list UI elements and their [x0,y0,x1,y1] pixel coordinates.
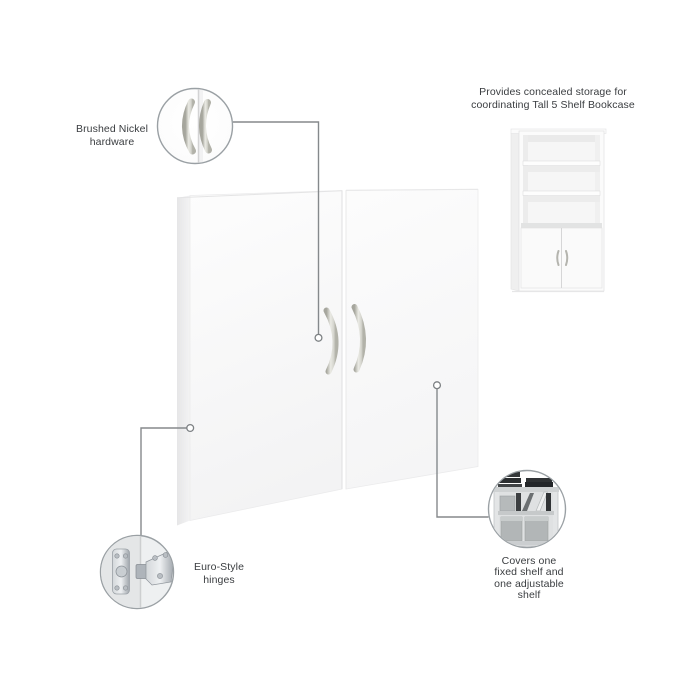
hardware-label-line: hardware [89,135,135,148]
bookcase-side-panel [511,131,519,291]
bookcase-illustration [511,129,606,292]
shelves-label-line: one adjustable [494,577,564,590]
upright-book [546,493,551,511]
hardware-leader-marker [315,334,322,341]
hinge-leader-marker [187,425,194,432]
shelves-label-line: fixed shelf and [494,566,564,579]
hinge-screw [123,586,127,590]
storage-bin-rim [525,517,548,521]
storage-bin-rim [501,517,522,521]
bookcase-fixed-shelf-top [521,223,602,228]
middle-shelf-board [498,511,554,515]
hinge-knuckle [136,565,147,579]
hinge-arm-screw [157,573,162,578]
shelves-leader-marker [434,382,441,389]
flat-book [526,478,552,482]
hinge-arm-screw [153,556,158,561]
left-door-edge [177,196,190,526]
storage-label-line: Provides concealed storage for [479,86,627,98]
hinge-cup [116,566,127,577]
storage-label [443,86,663,111]
shelf-shadow-2 [523,196,600,202]
hinge-screw [115,554,119,558]
interior-top-shade [523,135,600,142]
shelves-label [474,556,584,601]
shelf-shadow-1 [523,166,600,172]
hinges-label-line: hinges [203,573,235,586]
hardware-label-line: Brushed Nickel [75,123,148,135]
shelves-label-line: shelf [517,588,541,601]
hinges-label [169,561,269,586]
upright-book [516,493,521,511]
storage-label-line: coordinating Tall 5 Shelf Bookcase [471,98,635,111]
hinges-label-line: Euro-Style [193,561,245,573]
cabinet-door-pair [177,189,478,525]
hardware-label [48,123,176,148]
hinge-screw [123,554,127,558]
shelf-unit-top [493,487,559,492]
storage-box [500,496,515,511]
bookcase-open-interior [523,135,600,224]
shelves-callout-circle [489,471,566,548]
shelves-label-line: Covers one [501,555,557,567]
hinge-callout-circle [100,534,174,610]
interior-right-shade [595,135,600,224]
hinge-screw [115,586,119,590]
bookcase-shelf-2 [523,191,600,196]
bookcase-shelf-1 [523,161,600,166]
interior-left-shade [523,135,528,224]
hinge-arm-screw [163,553,168,558]
